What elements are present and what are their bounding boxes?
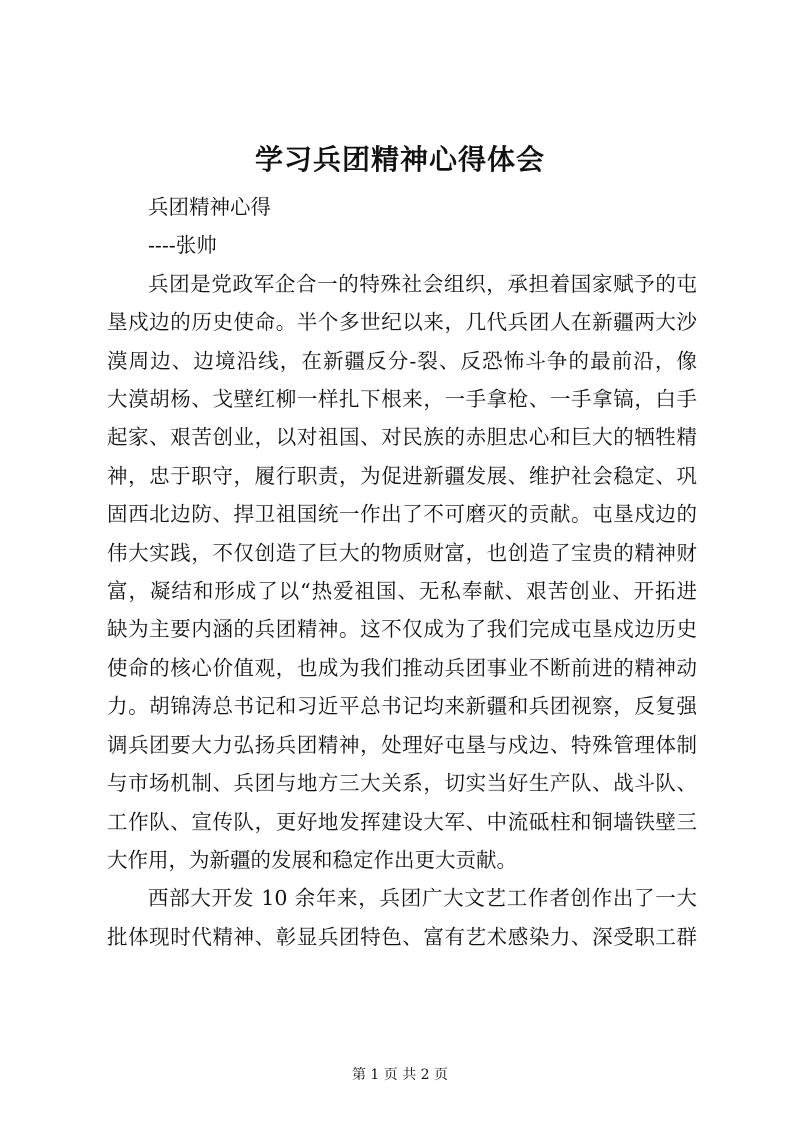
- paragraph-line: 力。胡锦涛总书记和习近平总书记均来新疆和兵团视察，反复强: [107, 694, 697, 719]
- paragraph-line: 漠周边、边境沿线，在新疆反分-裂、反恐怖斗争的最前沿，像: [107, 348, 697, 373]
- paragraph-line: 与市场机制、兵团与地方三大关系，切实当好生产队、战斗队、: [107, 771, 697, 796]
- paragraph-line: 大漠胡杨、戈壁红柳一样扎下根来，一手拿枪、一手拿镐，白手: [107, 387, 697, 412]
- page-footer: 第 1 页 共 2 页: [351, 1067, 449, 1083]
- author-line: ----张帅: [148, 233, 217, 258]
- paragraph-line: 大作用，为新疆的发展和稳定作出更大贡献。: [107, 847, 517, 872]
- paragraph-line: 伟大实践，不仅创造了巨大的物质财富，也创造了宝贵的精神财: [107, 540, 697, 565]
- paragraph-line: 调兵团要大力弘扬兵团精神，处理好屯垦与戍边、特殊管理体制: [107, 732, 697, 757]
- paragraph-line: 批体现时代精神、彰显兵团特色、富有艺术感染力、深受职工群: [107, 924, 697, 949]
- paragraph-line: 富，凝结和形成了以“热爱祖国、无私奉献、艰苦创业、开拓进: [107, 579, 697, 604]
- document-body: [107, 188, 697, 956]
- paragraph-line: 使命的核心价值观，也成为我们推动兵团事业不断前进的精神动: [107, 655, 697, 680]
- paragraph-2: [107, 879, 697, 956]
- document-title: 学习兵团精神心得体会: [254, 143, 545, 176]
- paragraph-line: 西部大开发 10 余年来，兵团广大文艺工作者创作出了一大: [148, 886, 697, 911]
- paragraph-line: 固西北边防、捍卫祖国统一作出了不可磨灭的贡献。屯垦戍边的: [107, 502, 697, 527]
- paragraph-line: 缺为主要内涵的兵团精神。这不仅成为了我们完成屯垦戍边历史: [107, 617, 697, 642]
- paragraph-line: 兵团是党政军企合一的特殊社会组织，承担着国家赋予的屯: [148, 271, 697, 296]
- paragraph-line: 工作队、宣传队，更好地发挥建设大军、中流砥柱和铜墙铁壁三: [107, 809, 697, 834]
- paragraph-1: [107, 265, 697, 880]
- paragraph-line: 神，忠于职守，履行职责，为促进新疆发展、维护社会稳定、巩: [107, 463, 697, 488]
- paragraph-line: 垦戍边的历史使命。半个多世纪以来，几代兵团人在新疆两大沙: [107, 310, 697, 335]
- subtitle: 兵团精神心得: [148, 195, 271, 219]
- paragraph-line: 起家、艰苦创业，以对祖国、对民族的赤胆忠心和巨大的牺牲精: [107, 425, 697, 450]
